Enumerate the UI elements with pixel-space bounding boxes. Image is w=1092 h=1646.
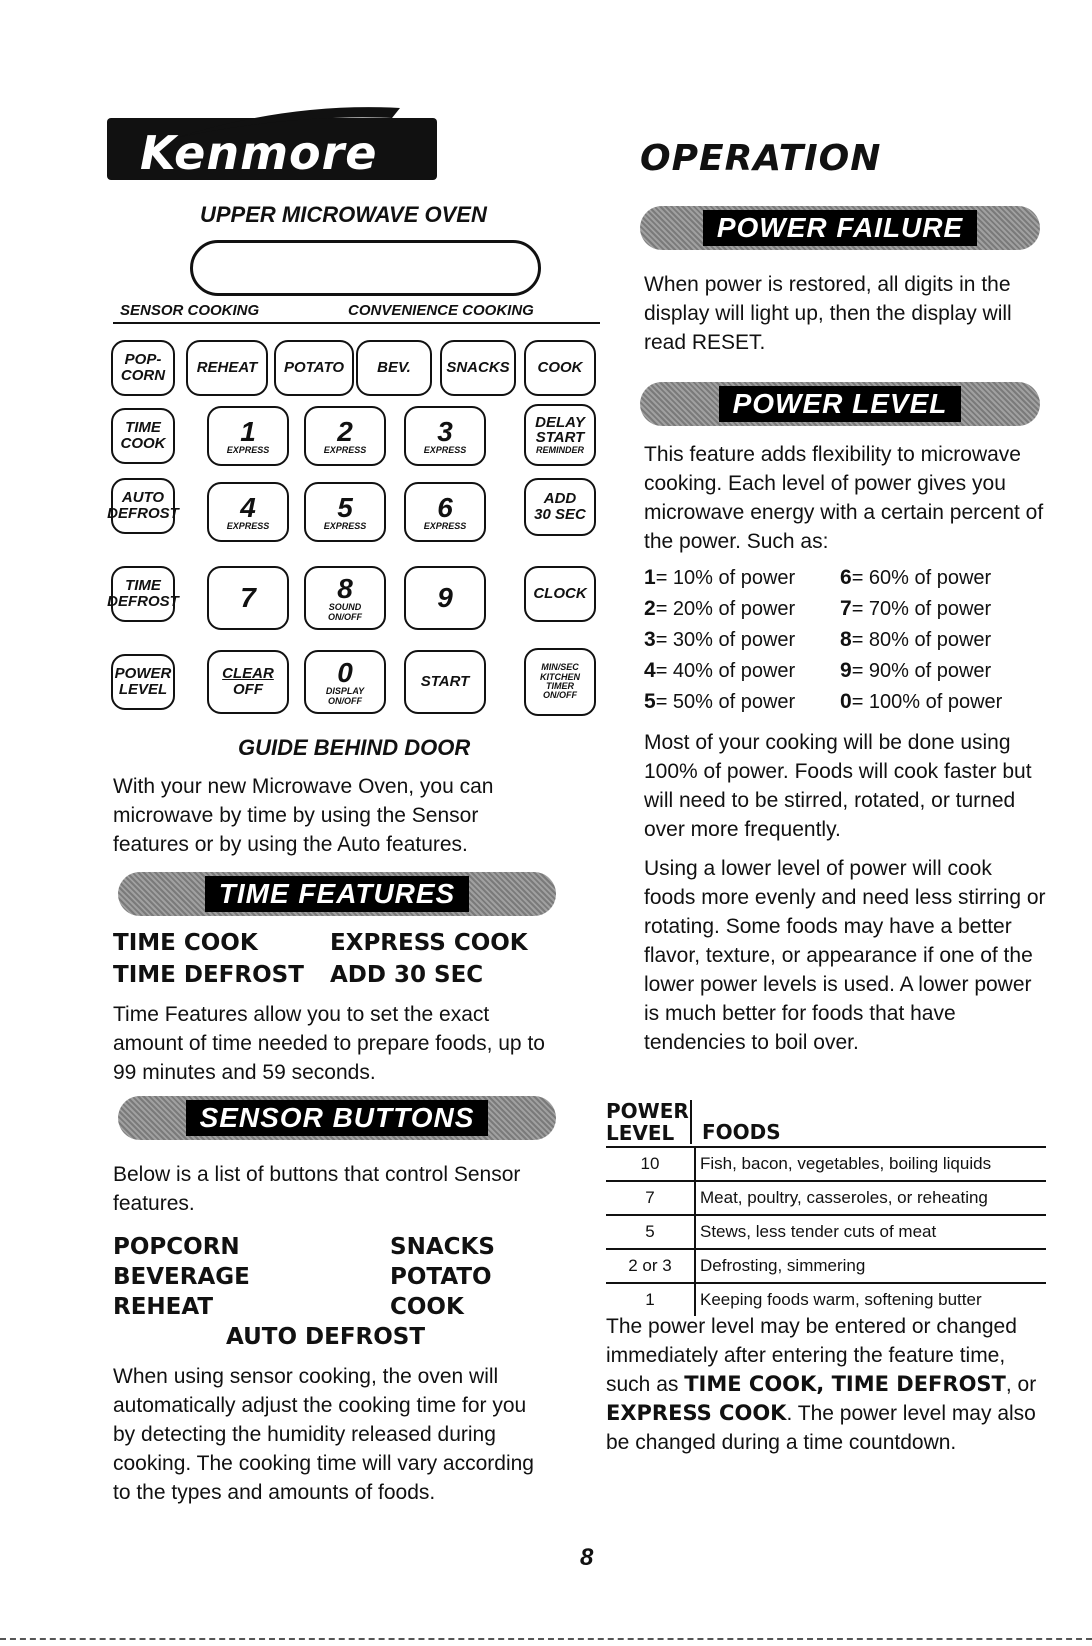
key-digit: 0 bbox=[337, 656, 353, 688]
key-0[interactable] bbox=[304, 650, 386, 714]
level-value: = 100% of power bbox=[851, 691, 1003, 713]
page-number: 8 bbox=[580, 1544, 594, 1571]
key-label: POTATO bbox=[284, 359, 344, 377]
cell-level: 10 bbox=[606, 1148, 695, 1181]
label-time-cook: TIME COOK bbox=[113, 930, 258, 956]
key-label: POWER bbox=[114, 665, 172, 683]
key-label: DEFROST bbox=[107, 593, 179, 610]
key-digit: 4 bbox=[240, 491, 256, 523]
level-item bbox=[840, 628, 991, 652]
key-label: KITCHEN bbox=[540, 671, 580, 682]
table-header bbox=[606, 1100, 1046, 1148]
label-add-30-sec: ADD 30 SEC bbox=[330, 962, 484, 988]
key-clear-off[interactable] bbox=[207, 650, 289, 714]
key-label: CLEAR bbox=[222, 665, 274, 683]
guide-behind-door: GUIDE BEHIND DOOR bbox=[238, 735, 471, 760]
level-value: = 10% of power bbox=[655, 567, 796, 589]
key-label: POP- bbox=[124, 351, 162, 369]
level-item bbox=[840, 566, 991, 590]
key-label: START bbox=[535, 429, 585, 447]
oven-subtitle: UPPER MICROWAVE OVEN bbox=[200, 202, 487, 227]
key-digit: 1 bbox=[240, 415, 256, 447]
level-key: 6 bbox=[840, 566, 852, 589]
level-item bbox=[644, 566, 795, 590]
label-time-defrost: TIME DEFROST bbox=[113, 962, 304, 988]
time-features-text: Time Features allow you to set the exact amount of time needed to prepare foods, up to 99 minutes and 59 seconds. bbox=[113, 1003, 545, 1084]
label-reheat: REHEAT bbox=[113, 1294, 214, 1320]
key-digit: 7 bbox=[240, 582, 256, 614]
key-2[interactable] bbox=[304, 406, 386, 466]
text-run: , or bbox=[1005, 1373, 1037, 1396]
level-key: 8 bbox=[840, 628, 852, 651]
key-label: DELAY bbox=[535, 413, 585, 431]
key-label: START bbox=[420, 673, 470, 691]
key-digit: 8 bbox=[337, 572, 353, 604]
banner-title: TIME FEATURES bbox=[205, 876, 469, 912]
level-item bbox=[644, 659, 795, 683]
level-value: = 30% of power bbox=[655, 629, 796, 651]
label-beverage: BEVERAGE bbox=[113, 1264, 250, 1290]
key-sublabel: DISPLAY bbox=[325, 686, 365, 697]
key-digit: 3 bbox=[437, 415, 453, 447]
level-item bbox=[840, 597, 991, 621]
level-item bbox=[644, 628, 795, 652]
label-auto-defrost: AUTO DEFROST bbox=[226, 1324, 426, 1350]
key-label: TIME bbox=[125, 577, 161, 595]
intro-text: With your new Microwave Oven, you can microwave by time by using the Sensor features or by using the Auto features. bbox=[113, 775, 494, 856]
header-line: LEVEL bbox=[606, 1121, 675, 1145]
key-label: BEV. bbox=[377, 359, 411, 377]
header-power-level bbox=[606, 1100, 692, 1144]
key-clock[interactable] bbox=[524, 566, 596, 622]
panel-header-divider bbox=[113, 322, 600, 324]
header-foods: FOODS bbox=[702, 1120, 781, 1144]
key-digit: 6 bbox=[437, 491, 453, 523]
brand-name: Kenmore bbox=[140, 126, 378, 180]
key-time-defrost[interactable] bbox=[107, 566, 179, 622]
key-9[interactable] bbox=[404, 566, 486, 630]
level-value: = 20% of power bbox=[655, 598, 796, 620]
operation-title: OPERATION bbox=[640, 138, 882, 179]
key-sublabel: EXPRESS bbox=[423, 520, 467, 531]
label-snacks: SNACKS bbox=[390, 1234, 495, 1260]
key-label: TIME bbox=[125, 419, 161, 437]
key-label: 30 SEC bbox=[534, 506, 586, 523]
text-run-bold: EXPRESS COOK bbox=[606, 1401, 787, 1425]
level-value: = 50% of power bbox=[655, 691, 796, 713]
power-level-final-text bbox=[606, 1312, 1046, 1457]
key-power-level[interactable] bbox=[111, 654, 175, 710]
key-digit: 5 bbox=[337, 491, 353, 523]
key-cook[interactable] bbox=[524, 340, 596, 396]
level-item bbox=[840, 659, 991, 683]
key-sublabel: EXPRESS bbox=[323, 444, 367, 455]
key-label: ADD bbox=[543, 490, 577, 508]
key-label: OFF bbox=[233, 681, 263, 698]
level-value: = 80% of power bbox=[851, 629, 992, 651]
banner-title: SENSOR BUTTONS bbox=[186, 1100, 489, 1136]
key-kitchen-timer[interactable] bbox=[524, 648, 596, 716]
power-level-banner bbox=[640, 382, 1040, 426]
key-reheat[interactable] bbox=[186, 340, 268, 396]
level-key: 3 bbox=[644, 628, 656, 651]
key-sublabel: ON/OFF bbox=[328, 611, 362, 622]
level-value: = 90% of power bbox=[851, 660, 992, 682]
power-level-text-2: Most of your cooking will be done using 100% of power. Foods will cook faster but will need to be stirred, rotated, or turned over more frequently. bbox=[644, 731, 1032, 841]
power-failure-text: When power is restored, all digits in the display will light up, then the display will read RESET. bbox=[644, 273, 1012, 354]
banner-title: POWER LEVEL bbox=[719, 386, 962, 422]
key-popcorn[interactable] bbox=[111, 340, 175, 396]
level-value: = 60% of power bbox=[851, 567, 992, 589]
cell-level: 5 bbox=[606, 1215, 695, 1249]
banner-title: POWER FAILURE bbox=[703, 210, 977, 246]
level-key: 1 bbox=[644, 566, 656, 589]
level-key: 2 bbox=[644, 597, 656, 620]
key-label: AUTO bbox=[121, 489, 165, 507]
key-label: MIN/SEC bbox=[541, 662, 579, 673]
table-row bbox=[606, 1181, 1046, 1215]
cell-food: Stews, less tender cuts of meat bbox=[700, 1222, 937, 1241]
cell-food: Defrosting, simmering bbox=[700, 1256, 866, 1275]
key-label: COOK bbox=[120, 435, 166, 452]
key-sublabel: EXPRESS bbox=[423, 444, 467, 455]
key-label: SNACKS bbox=[446, 359, 510, 377]
sensor-text: Below is a list of buttons that control Sensor features. bbox=[113, 1163, 521, 1215]
level-item bbox=[644, 690, 795, 714]
key-sublabel: SOUND bbox=[328, 602, 362, 613]
table-row bbox=[606, 1148, 1046, 1181]
panel-header-convenience: CONVENIENCE COOKING bbox=[348, 302, 534, 319]
key-label: REHEAT bbox=[196, 359, 258, 377]
key-6[interactable] bbox=[404, 482, 486, 542]
key-sublabel: EXPRESS bbox=[323, 520, 367, 531]
key-digit: 2 bbox=[337, 415, 353, 447]
key-potato[interactable] bbox=[274, 340, 354, 396]
panel-header-sensor: SENSOR COOKING bbox=[120, 302, 260, 319]
key-label: LEVEL bbox=[118, 681, 168, 698]
level-key: 7 bbox=[840, 597, 852, 620]
level-item bbox=[644, 597, 795, 621]
text-run: The power level may be entered or changed immediately after entering the feature time, such as bbox=[606, 1315, 1017, 1396]
table-row bbox=[606, 1249, 1046, 1283]
sensor-text-2: When using sensor cooking, the oven will automatically adjust the cooking time for you by detecting the humidity released during cooking. The cooking time will vary according to the types and amounts of foods. bbox=[113, 1365, 534, 1504]
level-item bbox=[840, 690, 1002, 714]
label-express-cook: EXPRESS COOK bbox=[330, 930, 528, 956]
cell-level: 1 bbox=[606, 1283, 695, 1316]
key-snacks[interactable] bbox=[440, 340, 516, 396]
key-beverage[interactable] bbox=[356, 340, 432, 396]
key-7[interactable] bbox=[207, 566, 289, 630]
key-label: CLOCK bbox=[533, 585, 587, 603]
cell-food: Fish, bacon, vegetables, boiling liquids bbox=[700, 1154, 992, 1173]
header-line: POWER bbox=[606, 1099, 689, 1123]
key-delay-start[interactable] bbox=[524, 404, 596, 466]
page-footer-line bbox=[0, 1638, 1092, 1640]
oven-display bbox=[190, 240, 541, 296]
key-time-cook[interactable] bbox=[111, 408, 175, 464]
key-sublabel: ON/OFF bbox=[328, 695, 362, 706]
power-level-text: This feature adds flexibility to microwave cooking. Each level of power gives you microwave energy with a certain percent of the power. Such as: bbox=[644, 443, 1044, 553]
key-label: REMINDER bbox=[535, 445, 584, 456]
key-8[interactable] bbox=[304, 566, 386, 630]
level-key: 5 bbox=[644, 690, 656, 713]
cell-level: 2 or 3 bbox=[606, 1249, 695, 1283]
key-label: TIMER bbox=[546, 681, 574, 691]
level-key: 0 bbox=[840, 690, 852, 713]
key-label: DEFROST bbox=[107, 505, 179, 522]
key-3[interactable] bbox=[404, 406, 486, 466]
key-5[interactable] bbox=[304, 482, 386, 542]
level-value: = 40% of power bbox=[655, 660, 796, 682]
cell-level: 7 bbox=[606, 1181, 695, 1215]
sensor-buttons-banner bbox=[118, 1096, 556, 1140]
power-failure-banner bbox=[640, 206, 1040, 250]
key-add-30-sec[interactable] bbox=[524, 478, 596, 536]
label-cook: COOK bbox=[390, 1294, 464, 1320]
level-value: = 70% of power bbox=[851, 598, 992, 620]
label-potato: POTATO bbox=[390, 1264, 492, 1290]
power-level-table bbox=[606, 1100, 1046, 1316]
foods-table-body bbox=[606, 1148, 1046, 1316]
cell-food: Keeping foods warm, softening butter bbox=[700, 1290, 982, 1309]
level-key: 9 bbox=[840, 659, 852, 682]
cell-food: Meat, poultry, casseroles, or reheating bbox=[700, 1188, 988, 1207]
text-run: . The power level may also be changed during a time countdown. bbox=[606, 1402, 1036, 1454]
text-run-bold: TIME COOK, TIME DEFROST bbox=[684, 1372, 1006, 1396]
key-label: ON/OFF bbox=[543, 690, 577, 701]
label-popcorn: POPCORN bbox=[113, 1234, 240, 1260]
table-row bbox=[606, 1215, 1046, 1249]
key-sublabel: EXPRESS bbox=[226, 444, 270, 455]
time-features-banner bbox=[118, 872, 556, 916]
power-level-text-3: Using a lower level of power will cook foods more evenly and need less stirring or rotating. Some foods may have a better flavor, texture, or appearance if one of the lower power levels is used. A lower power is much better for foods that have tendencies to boil over. bbox=[644, 857, 1046, 1054]
key-4[interactable] bbox=[207, 482, 289, 542]
key-start[interactable] bbox=[404, 650, 486, 714]
key-label: CORN bbox=[120, 367, 166, 384]
key-digit: 9 bbox=[437, 582, 453, 614]
key-label: COOK bbox=[537, 359, 583, 377]
key-sublabel: EXPRESS bbox=[226, 520, 270, 531]
level-key: 4 bbox=[644, 659, 656, 682]
key-auto-defrost[interactable] bbox=[107, 478, 179, 534]
key-1[interactable] bbox=[207, 406, 289, 466]
